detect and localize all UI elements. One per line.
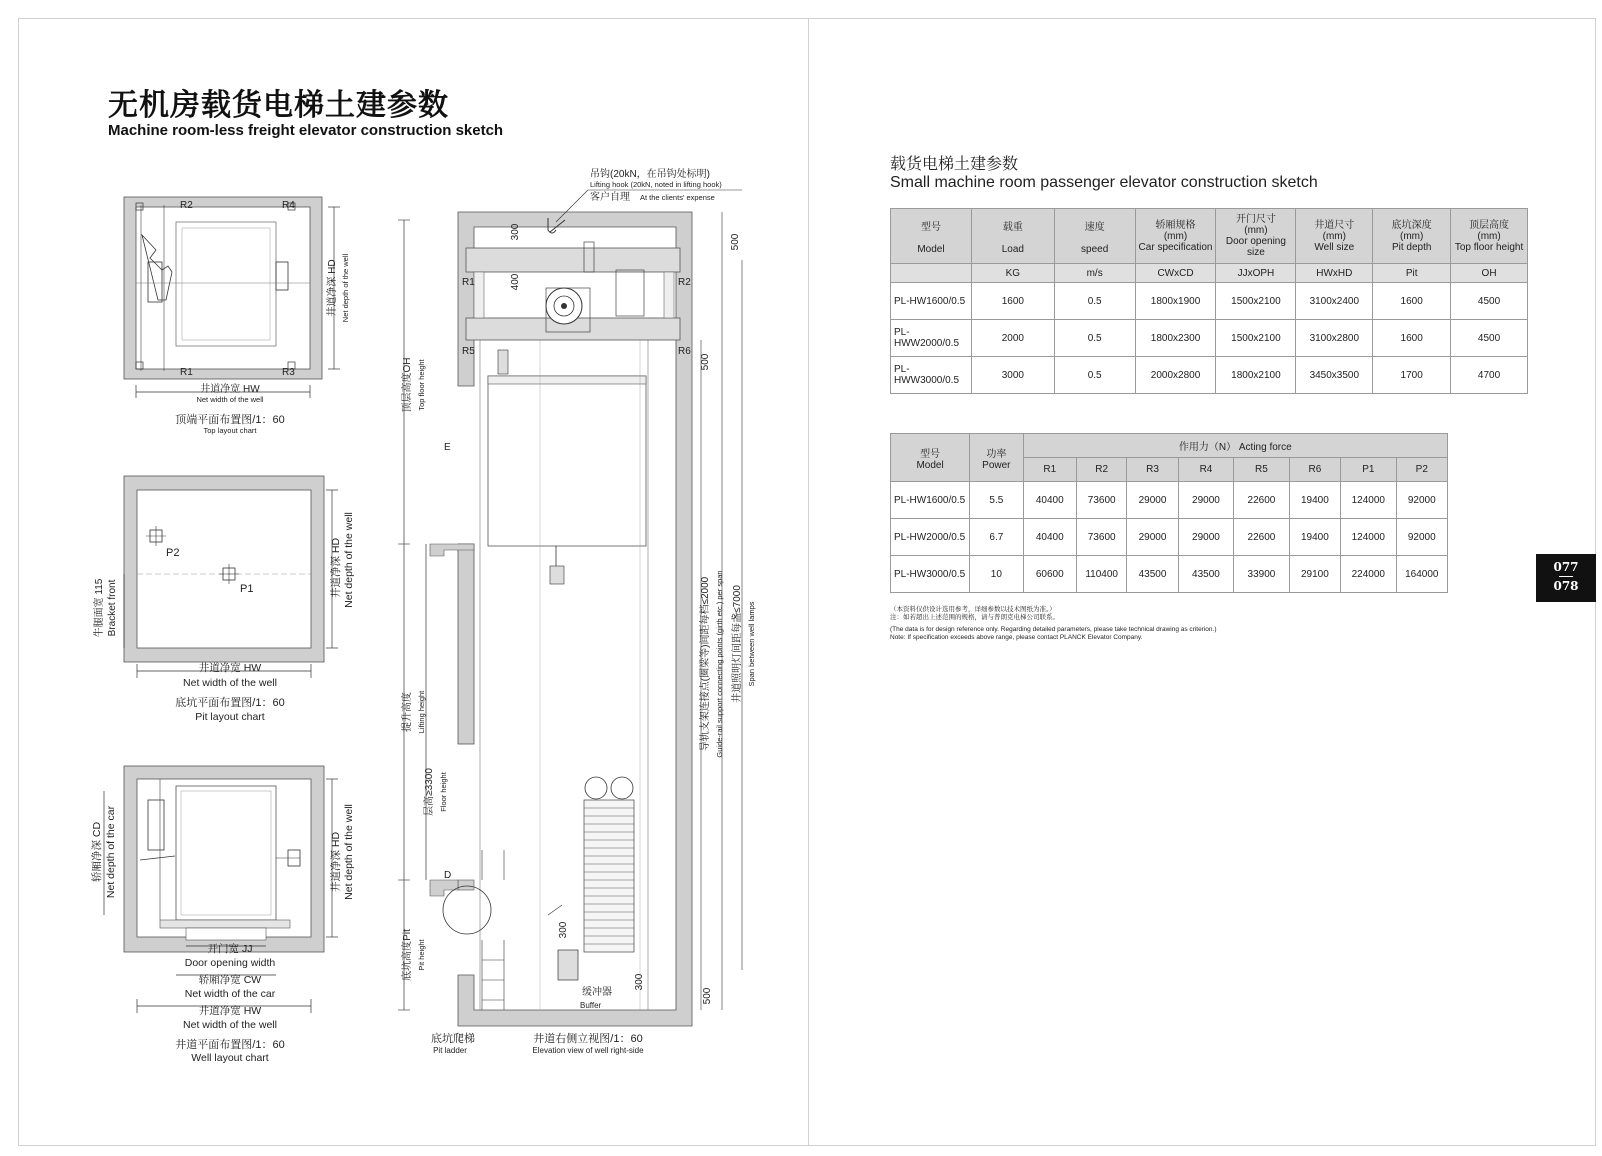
table-cell: 4500 xyxy=(1451,283,1528,320)
unit-cell: KG xyxy=(971,264,1054,283)
table-cell: 73600 xyxy=(1077,482,1127,519)
unit-cell: m/s xyxy=(1054,264,1135,283)
elev-r2: R2 xyxy=(678,277,691,288)
table-cell: 3450x3500 xyxy=(1296,357,1373,394)
page-number-a: 077 xyxy=(1553,560,1579,574)
table-cell: 10 xyxy=(970,556,1023,593)
header-force-col: R3 xyxy=(1127,458,1178,482)
table-cell: 1800x1900 xyxy=(1135,283,1216,320)
unit-cell: JJxOPH xyxy=(1216,264,1296,283)
dim-300-top: 300 xyxy=(510,223,521,241)
table-cell: 40400 xyxy=(1023,482,1076,519)
table-cell: 92000 xyxy=(1396,482,1447,519)
elev-e: E xyxy=(444,442,451,453)
table-cell: PL-HWW2000/0.5 xyxy=(891,320,972,357)
table-cell: 2000x2800 xyxy=(1135,357,1216,394)
table-cell: 73600 xyxy=(1077,519,1127,556)
table-cell: 29100 xyxy=(1289,556,1340,593)
page-number-b: 078 xyxy=(1553,579,1579,593)
elev-r5: R5 xyxy=(462,346,475,357)
top-width-en: Net width of the well xyxy=(196,395,264,404)
label-p1: P1 xyxy=(240,583,254,595)
table-cell: 1600 xyxy=(971,283,1054,320)
unit-cell: HWxHD xyxy=(1296,264,1373,283)
label-r4: R4 xyxy=(282,200,295,211)
header-load: 载重 Load xyxy=(971,209,1054,264)
well-width-en: Net width of the well xyxy=(183,1019,277,1031)
table-cell: 4500 xyxy=(1451,320,1528,357)
table-cell: 43500 xyxy=(1127,556,1178,593)
top-depth-en: Net depth of the well xyxy=(341,253,350,323)
header-force-col: P2 xyxy=(1396,458,1447,482)
table-cell: 3100x2800 xyxy=(1296,320,1373,357)
dim-400: 400 xyxy=(510,273,521,291)
note-line: (The data is for design reference only. Regarding detailed parameters, please take technical drawing as criterion.) xyxy=(890,626,1217,633)
table-cell: 92000 xyxy=(1396,519,1447,556)
table-title-en: Small machine room passenger elevator construction sketch xyxy=(890,174,1318,191)
pit-height-en: Pit height xyxy=(417,939,426,971)
floor-en: Floor height xyxy=(439,772,448,812)
label-p2: P2 xyxy=(166,547,180,559)
bracket-cn: 牛腿面宽 115 xyxy=(94,578,105,638)
table-cell: 4700 xyxy=(1451,357,1528,394)
table-cell: 22600 xyxy=(1234,519,1289,556)
oh-en: Top floor height xyxy=(417,359,426,411)
lamp-cn: 井道照明灯间距每盏≤7000 xyxy=(732,585,743,703)
well-caption-cn: 井道平面布置图/1：60 xyxy=(175,1039,285,1051)
table-row xyxy=(891,556,1448,593)
table-title-cn: 载货电梯土建参数 xyxy=(890,156,1019,173)
page-number-tab xyxy=(1536,554,1596,602)
header-force-col: R4 xyxy=(1178,458,1233,482)
car-width-en: Net width of the car xyxy=(184,988,276,1000)
footnotes xyxy=(890,606,1217,642)
header-force-col: R6 xyxy=(1289,458,1340,482)
car-width-cn: 轿厢净宽 CW xyxy=(198,974,262,986)
table-cell: 29000 xyxy=(1127,519,1178,556)
table-cell: 29000 xyxy=(1178,482,1233,519)
buffer-en: Buffer xyxy=(580,1001,602,1010)
pit-height-cn: 底坑高度Pit xyxy=(402,929,413,981)
guide-cn: 导轨支架连接点(圈梁等)间距每档≤2000 xyxy=(700,576,711,752)
table-cell: 22600 xyxy=(1234,482,1289,519)
table-cell: 40400 xyxy=(1023,519,1076,556)
header-top-floor: 顶层高度 (mm) Top floor height xyxy=(1451,209,1528,264)
table-row xyxy=(891,519,1448,556)
top-layout-chart xyxy=(124,197,350,435)
table-cell: 1800x2300 xyxy=(1135,320,1216,357)
header-model: 型号 Model xyxy=(891,434,970,482)
header-force-col: R1 xyxy=(1023,458,1076,482)
pit-depth-cn: 井道净深 HD xyxy=(330,537,342,599)
dim-500-bottom: 500 xyxy=(702,987,713,1005)
table-row xyxy=(891,320,1528,357)
client-cn: 客户自理 xyxy=(590,192,630,203)
table-cell: 0.5 xyxy=(1054,357,1135,394)
table-cell: 29000 xyxy=(1178,519,1233,556)
force-table xyxy=(890,433,1448,593)
table-row xyxy=(891,482,1448,519)
table-cell: 124000 xyxy=(1341,482,1396,519)
header-door-size: 开门尺寸 (mm) Door opening size xyxy=(1216,209,1296,264)
note-line: （本资料仅供设计选用参考，详细参数以技术图纸为准。） xyxy=(890,606,1056,613)
door-en: Door opening width xyxy=(184,957,276,969)
hook-en: Lifting hook (20kN, noted in lifting hook) xyxy=(590,180,722,189)
well-depth-en: Net depth of the well xyxy=(343,804,355,900)
label-r2: R2 xyxy=(180,200,193,211)
table-cell: PL-HW1600/0.5 xyxy=(891,283,972,320)
oh-cn: 顶层高度OH xyxy=(402,357,413,413)
table-cell: 19400 xyxy=(1289,519,1340,556)
table-cell: 2000 xyxy=(971,320,1054,357)
elev-d: D xyxy=(444,870,452,881)
table-cell: PL-HW2000/0.5 xyxy=(891,519,970,556)
well-layout-chart xyxy=(90,766,355,1064)
table-cell: 164000 xyxy=(1396,556,1447,593)
elev-caption-en: Elevation view of well right-side xyxy=(532,1046,644,1055)
pit-layout-chart xyxy=(92,476,355,723)
table-row xyxy=(891,283,1528,320)
page-title-en: Machine room-less freight elevator construction sketch xyxy=(108,122,504,139)
top-caption-en: Top layout chart xyxy=(203,426,257,435)
dim-300-pit: 300 xyxy=(634,973,645,991)
elev-r1: R1 xyxy=(462,277,475,288)
label-r1: R1 xyxy=(180,367,193,378)
table-cell: PL-HWW3000/0.5 xyxy=(891,357,972,394)
header-power: 功率 Power xyxy=(970,434,1023,482)
note-line: Note: If specification exceeds above range, please contact PLANCK Elevator Company. xyxy=(890,634,1143,641)
lift-en: Lifting height xyxy=(417,690,426,734)
lamp-en: Span between well lamps xyxy=(747,601,756,687)
table-cell: 0.5 xyxy=(1054,320,1135,357)
table-cell: 1700 xyxy=(1373,357,1451,394)
bracket-en: Bracket front xyxy=(107,579,118,637)
table-cell: 1600 xyxy=(1373,283,1451,320)
door-cn: 开门宽 JJ xyxy=(207,943,253,955)
dim-500-top: 500 xyxy=(730,233,741,251)
top-depth-cn: 井道净深 HD xyxy=(327,259,338,317)
table-cell: 3100x2400 xyxy=(1296,283,1373,320)
lift-cn: 提升高度 xyxy=(402,692,413,732)
dim-300-buffer: 300 xyxy=(558,921,569,939)
table-row xyxy=(891,357,1528,394)
table-cell: 60600 xyxy=(1023,556,1076,593)
pit-caption-en: Pit layout chart xyxy=(195,711,265,723)
pit-width-en: Net width of the well xyxy=(183,677,277,689)
table-cell: PL-HW3000/0.5 xyxy=(891,556,970,593)
table-cell: 1500x2100 xyxy=(1216,283,1296,320)
note-line: 注：如若超出上述范围的规格，请与普朗克电梯公司联系。 xyxy=(890,614,1059,621)
guide-en: Guide-rail support connecting points (girth etc.) per span xyxy=(715,570,724,758)
ladder-cn: 底坑爬梯 xyxy=(431,1033,475,1045)
header-force-col: R2 xyxy=(1077,458,1127,482)
well-width-cn: 井道净宽 HW xyxy=(198,1005,262,1017)
table-cell: PL-HW1600/0.5 xyxy=(891,482,970,519)
floor-cn: 层高≥3300 xyxy=(424,768,435,816)
buffer-cn: 缓冲器 xyxy=(582,987,612,998)
table-cell: 33900 xyxy=(1234,556,1289,593)
table-cell: 224000 xyxy=(1341,556,1396,593)
elev-r6: R6 xyxy=(678,346,691,357)
pit-depth-en: Net depth of the well xyxy=(343,512,355,608)
car-depth-en: Net depth of the car xyxy=(105,805,117,899)
client-en: At the clients' expense xyxy=(640,193,715,202)
unit-cell: OH xyxy=(1451,264,1528,283)
table-cell: 1800x2100 xyxy=(1216,357,1296,394)
pit-width-cn: 井道净宽 HW xyxy=(198,662,262,674)
dim-500-mid: 500 xyxy=(700,353,711,371)
well-caption-en: Well layout chart xyxy=(191,1052,269,1064)
header-well-size: 井道尺寸 (mm) Well size xyxy=(1296,209,1373,264)
table-cell: 1600 xyxy=(1373,320,1451,357)
header-speed: 速度 speed xyxy=(1054,209,1135,264)
car-depth-cn: 轿厢净深 CD xyxy=(91,821,103,883)
table-cell: 6.7 xyxy=(970,519,1023,556)
header-force-col: R5 xyxy=(1234,458,1289,482)
top-width-cn: 井道净宽 HW xyxy=(200,384,260,395)
unit-cell xyxy=(891,264,972,283)
ladder-en: Pit ladder xyxy=(433,1046,467,1055)
table-cell: 1500x2100 xyxy=(1216,320,1296,357)
table-cell: 5.5 xyxy=(970,482,1023,519)
hook-cn: 吊钩(20kN，在吊钩处标明) xyxy=(590,169,711,180)
unit-cell: CWxCD xyxy=(1135,264,1216,283)
unit-cell: Pit xyxy=(1373,264,1451,283)
top-caption-cn: 顶端平面布置图/1：60 xyxy=(175,414,285,426)
header-force-col: P1 xyxy=(1341,458,1396,482)
page-title-cn: 无机房载货电梯土建参数 xyxy=(108,88,449,123)
table-cell: 43500 xyxy=(1178,556,1233,593)
elevation-view xyxy=(398,167,756,1055)
header-acting-force: 作用力（N） Acting force xyxy=(1023,434,1447,458)
pit-caption-cn: 底坑平面布置图/1：60 xyxy=(175,697,285,709)
well-depth-cn: 井道净深 HD xyxy=(330,831,342,893)
table-cell: 0.5 xyxy=(1054,283,1135,320)
table-cell: 19400 xyxy=(1289,482,1340,519)
header-model: 型号 Model xyxy=(891,209,972,264)
header-car-spec: 轿厢规格 (mm) Car specification xyxy=(1135,209,1216,264)
table-cell: 124000 xyxy=(1341,519,1396,556)
elev-caption-cn: 井道右侧立视图/1：60 xyxy=(533,1033,643,1045)
table-cell: 29000 xyxy=(1127,482,1178,519)
table-cell: 110400 xyxy=(1077,556,1127,593)
label-r3: R3 xyxy=(282,367,295,378)
table-cell: 3000 xyxy=(971,357,1054,394)
spec-table xyxy=(890,208,1528,394)
header-pit-depth: 底坑深度 (mm) Pit depth xyxy=(1373,209,1451,264)
